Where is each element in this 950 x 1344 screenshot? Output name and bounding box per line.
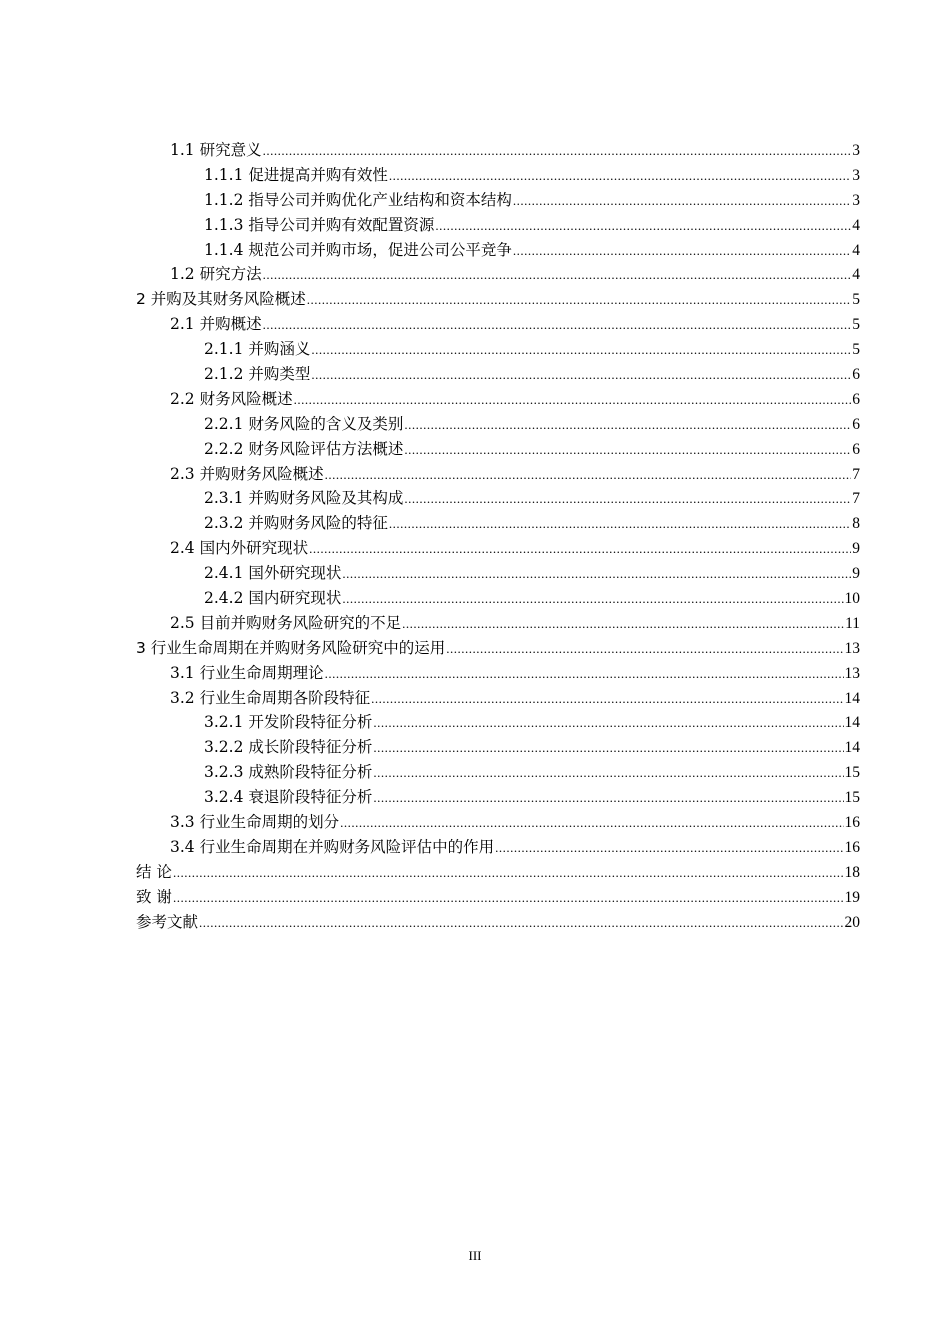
toc-entry-title: 3.2.3 成熟阶段特征分析	[204, 763, 373, 782]
toc-leader-dots	[263, 262, 852, 288]
toc-entry-page: 8	[852, 515, 860, 533]
toc-entry-page: 9	[852, 565, 860, 583]
toc-entry-page: 6	[852, 390, 860, 408]
toc-entry-page: 14	[844, 689, 860, 707]
toc-leader-dots	[446, 636, 843, 662]
toc-entry[interactable]	[136, 536, 860, 561]
toc-entry[interactable]	[136, 412, 860, 437]
toc-leader-dots	[513, 238, 851, 264]
toc-entry-title: 结 论	[136, 862, 172, 881]
toc-entry-page: 7	[852, 465, 860, 483]
toc-entry-page: 20	[844, 913, 860, 931]
toc-entry-title: 参考文献	[136, 912, 199, 931]
toc-leader-dots	[307, 287, 851, 313]
toc-entry-title: 1.2 研究方法	[170, 265, 262, 284]
toc-leader-dots	[263, 312, 852, 338]
toc-entry-page: 6	[852, 366, 860, 384]
toc-entry-title: 2.5 目前并购财务风险研究的不足	[170, 613, 402, 632]
toc-entry[interactable]	[136, 337, 860, 362]
toc-entry[interactable]	[136, 462, 860, 487]
toc-entry-title: 3.2 行业生命周期各阶段特征	[170, 688, 371, 707]
toc-entry-page: 7	[852, 490, 860, 508]
toc-entry-title: 2.1.2 并购类型	[204, 365, 311, 384]
toc-entry-title: 3.2.1 开发阶段特征分析	[204, 713, 373, 732]
toc-entry[interactable]	[136, 710, 860, 735]
toc-entry-page: 18	[844, 863, 860, 881]
toc-entry[interactable]	[136, 860, 860, 885]
toc-entry-title: 2.3 并购财务风险概述	[170, 464, 324, 483]
toc-entry-page: 14	[844, 739, 860, 757]
toc-entry-page: 10	[844, 590, 860, 608]
toc-entry-title: 2.4 国内外研究现状	[170, 539, 309, 558]
toc-entry-title: 3.2.2 成长阶段特征分析	[204, 738, 373, 757]
toc-leader-dots	[325, 661, 844, 687]
toc-entry-title: 2.4.1 国外研究现状	[204, 564, 342, 583]
toc-leader-dots	[495, 835, 843, 861]
toc-entry-title: 1.1.4 规范公司并购市场，促进公司公平竞争	[204, 240, 512, 259]
toc-entry-page: 13	[844, 639, 860, 657]
toc-entry-title: 3 行业生命周期在并购财务风险研究中的运用	[136, 638, 446, 657]
toc-entry-title: 3.3 行业生命周期的划分	[170, 813, 340, 832]
toc-entry-page: 15	[844, 789, 860, 807]
toc-leader-dots	[373, 735, 843, 761]
toc-entry-title: 1.1.2 指导公司并购优化产业结构和资本结构	[204, 190, 512, 209]
toc-entry[interactable]	[136, 138, 860, 163]
toc-leader-dots	[435, 213, 851, 239]
toc-entry-page: 19	[844, 888, 860, 906]
toc-entry[interactable]	[136, 611, 860, 636]
toc-entry-title: 2.2.2 财务风险评估方法概述	[204, 439, 404, 458]
toc-entry[interactable]	[136, 437, 860, 462]
toc-entry[interactable]	[136, 213, 860, 238]
toc-entry[interactable]	[136, 163, 860, 188]
toc-entry[interactable]	[136, 486, 860, 511]
toc-entry-title: 2 并购及其财务风险概述	[136, 290, 306, 309]
toc-entry[interactable]	[136, 835, 860, 860]
toc-entry-page: 4	[852, 241, 860, 259]
toc-entry-page: 4	[852, 216, 860, 234]
toc-entry-page: 3	[852, 166, 860, 184]
toc-entry-page: 6	[852, 440, 860, 458]
toc-leader-dots	[199, 910, 843, 936]
toc-entry-page: 16	[844, 838, 860, 856]
toc-entry[interactable]	[136, 885, 860, 910]
toc-entry-title: 2.3.1 并购财务风险及其构成	[204, 489, 404, 508]
toc-leader-dots	[371, 686, 843, 712]
toc-leader-dots	[311, 362, 851, 388]
toc-entry-page: 11	[845, 614, 860, 632]
toc-entry-title: 2.1 并购概述	[170, 315, 262, 334]
toc-leader-dots	[340, 810, 843, 836]
toc-leader-dots	[311, 337, 851, 363]
toc-entry-page: 13	[844, 664, 860, 682]
toc-entry-page: 4	[852, 266, 860, 284]
toc-leader-dots	[342, 561, 851, 587]
toc-entry-page: 5	[852, 316, 860, 334]
toc-entry-page: 5	[852, 341, 860, 359]
toc-entry[interactable]	[136, 686, 860, 711]
toc-entry-title: 1.1.1 促进提高并购有效性	[204, 165, 388, 184]
toc-entry[interactable]	[136, 362, 860, 387]
toc-entry[interactable]	[136, 910, 860, 935]
toc-entry-page: 9	[852, 540, 860, 558]
page-number: III	[468, 1248, 482, 1263]
toc-entry[interactable]	[136, 287, 860, 312]
toc-entry[interactable]	[136, 188, 860, 213]
toc-leader-dots	[325, 462, 852, 488]
toc-leader-dots	[294, 387, 852, 413]
toc-leader-dots	[173, 885, 844, 911]
toc-entry[interactable]	[136, 262, 860, 287]
toc-leader-dots	[404, 412, 851, 438]
toc-entry-page: 3	[852, 191, 860, 209]
toc-entry-title: 2.2.1 财务风险的含义及类别	[204, 414, 404, 433]
toc-leader-dots	[373, 760, 843, 786]
toc-leader-dots	[342, 586, 843, 612]
toc-leader-dots	[389, 511, 851, 537]
toc-entry[interactable]	[136, 760, 860, 785]
toc-leader-dots	[389, 163, 851, 189]
toc-entry[interactable]	[136, 238, 860, 263]
toc-entry[interactable]	[136, 511, 860, 536]
toc-entry[interactable]	[136, 810, 860, 835]
toc-entry-title: 2.4.2 国内研究现状	[204, 589, 342, 608]
toc-entry[interactable]	[136, 312, 860, 337]
toc-entry[interactable]	[136, 785, 860, 810]
toc-entry-title: 3.1 行业生命周期理论	[170, 663, 324, 682]
toc-entry-title: 2.2 财务风险概述	[170, 389, 293, 408]
toc-leader-dots	[404, 486, 851, 512]
toc-entry-title: 1.1 研究意义	[170, 141, 262, 159]
toc-entry-title: 2.1.1 并购涵义	[204, 340, 311, 359]
toc-entry[interactable]	[136, 636, 860, 661]
toc-entry[interactable]	[136, 735, 860, 760]
toc-entry[interactable]	[136, 586, 860, 611]
toc-entry-title: 2.3.2 并购财务风险的特征	[204, 514, 388, 533]
toc-entry-page: 5	[852, 291, 860, 309]
toc-leader-dots	[309, 536, 851, 562]
toc-leader-dots	[373, 785, 843, 811]
toc-leader-dots	[513, 188, 851, 214]
table-of-contents	[136, 138, 860, 935]
toc-entry-title: 1.1.3 指导公司并购有效配置资源	[204, 215, 435, 234]
toc-entry-page: 3	[852, 142, 860, 159]
toc-leader-dots	[404, 437, 851, 463]
toc-entry[interactable]	[136, 561, 860, 586]
toc-entry-title: 3.2.4 衰退阶段特征分析	[204, 788, 373, 807]
toc-leader-dots	[173, 860, 844, 886]
toc-entry-page: 14	[844, 714, 860, 732]
toc-entry-page: 15	[844, 764, 860, 782]
toc-leader-dots	[373, 710, 843, 736]
toc-leader-dots	[402, 611, 844, 637]
toc-entry[interactable]	[136, 661, 860, 686]
toc-entry[interactable]	[136, 387, 860, 412]
toc-entry-title: 3.4 行业生命周期在并购财务风险评估中的作用	[170, 837, 495, 856]
toc-entry-page: 16	[844, 814, 860, 832]
toc-entry-page: 6	[852, 415, 860, 433]
toc-entry-title: 致 谢	[136, 887, 172, 906]
toc-leader-dots	[263, 138, 852, 164]
